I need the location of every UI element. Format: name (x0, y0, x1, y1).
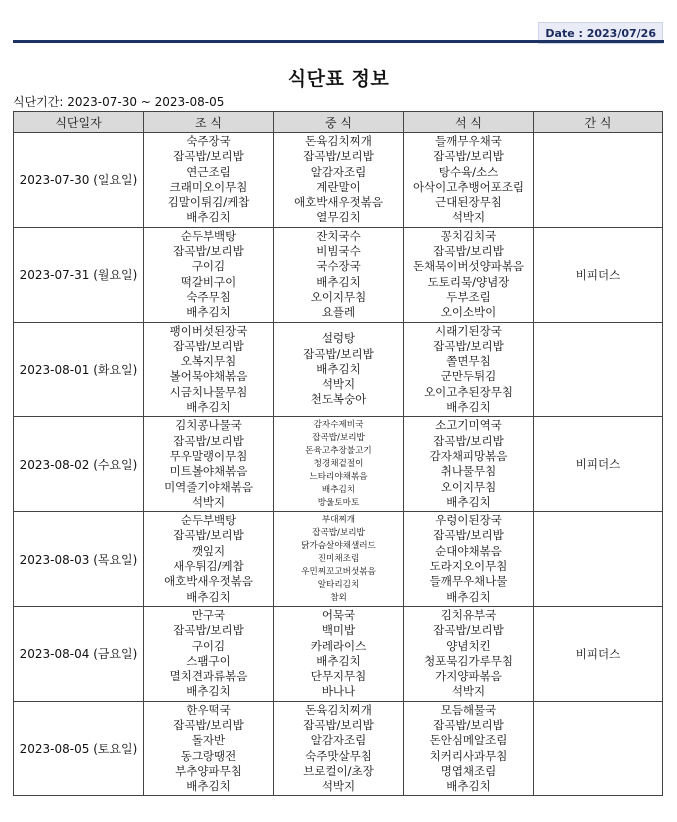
meal-table (13, 111, 663, 796)
menu-item: 석박지 (191, 494, 226, 509)
menu-item: 팽이버섯된장국 (169, 323, 248, 338)
menu-item: 양념치킨 (446, 638, 491, 653)
menu-item: 배추김치 (321, 484, 356, 495)
menu-item: 배추김치 (446, 400, 491, 415)
menu-item: 잡곡밥/보리밥 (433, 149, 504, 164)
menu-item: 알감자조림 (310, 164, 367, 179)
menu-item: 배추김치 (446, 589, 491, 604)
menu-item: 배추김치 (186, 210, 231, 225)
menu-item: 애호박새우젓볶음 (294, 195, 383, 210)
breakfast-cell (144, 417, 274, 512)
menu-item: 브로컬이/초장 (303, 763, 374, 778)
menu-item: 잡곡밥/보리밥 (173, 433, 244, 448)
menu-item: 감자채피망볶음 (429, 448, 508, 463)
lunch-cell (274, 606, 404, 701)
menu-item: 느타리야채볶음 (309, 471, 368, 482)
header-snack: 간 식 (534, 112, 663, 133)
menu-item: 오이고추된장무침 (424, 384, 513, 399)
header-dinner: 석 식 (404, 112, 534, 133)
dinner-cell (404, 133, 534, 228)
menu-item: 잔치국수 (316, 228, 361, 243)
menu-item: 숙주무침 (186, 289, 231, 304)
menu-item: 배추김치 (186, 589, 231, 604)
menu-item: 배추김치 (316, 274, 361, 289)
menu-item: 한우떡국 (186, 702, 231, 717)
menu-item: 돌자반 (191, 733, 226, 748)
menu-item: 배추김치 (446, 779, 491, 794)
menu-item: 도라지오이무침 (429, 559, 508, 574)
menu-item: 크래미오이무침 (169, 179, 248, 194)
menu-item: 백미밥 (321, 623, 356, 638)
meal-date: 2023-07-31 (월요일) (14, 227, 144, 322)
print-date: Date : 2023/07/26 (538, 22, 663, 44)
meal-period: 식단기간: 2023-07-30 ~ 2023-08-05 (13, 95, 225, 109)
menu-item: 깻잎지 (191, 543, 226, 558)
menu-item: 단무지무침 (310, 669, 367, 684)
menu-item: 숙주맛살무침 (305, 748, 372, 763)
lunch-cell (274, 512, 404, 607)
breakfast-cell (144, 512, 274, 607)
meal-date: 2023-07-30 (일요일) (14, 133, 144, 228)
meal-date: 2023-08-04 (금요일) (14, 606, 144, 701)
menu-item: 배추김치 (186, 305, 231, 320)
lunch-cell (274, 701, 404, 796)
menu-item: 잡곡밥/보리밥 (433, 528, 504, 543)
lunch-cell (274, 227, 404, 322)
menu-item: 참외 (330, 592, 347, 603)
menu-item: 순두부백탕 (180, 228, 237, 243)
breakfast-cell (144, 606, 274, 701)
menu-item: 볼어묵야채볶음 (169, 369, 248, 384)
menu-item: 알타리김치 (317, 579, 360, 590)
menu-item: 소고기미역국 (435, 418, 502, 433)
menu-item: 오이지무침 (310, 289, 367, 304)
menu-item: 들깨무우채나물 (429, 574, 508, 589)
menu-item: 우렁이된장국 (435, 513, 502, 528)
menu-item: 오이지무침 (440, 479, 497, 494)
menu-item: 잡곡밥/보리밥 (312, 432, 365, 443)
menu-item: 구이김 (191, 638, 226, 653)
table-row (14, 227, 663, 322)
menu-item: 잡곡밥/보리밥 (173, 244, 244, 259)
menu-item: 돈채묵이버섯양파볶음 (412, 259, 525, 274)
menu-item: 잡곡밥/보리밥 (173, 623, 244, 638)
snack-cell (534, 512, 663, 607)
menu-item: 동그랑땡전 (180, 748, 237, 763)
table-row (14, 133, 663, 228)
menu-item: 설렁탕 (321, 331, 356, 346)
menu-item: 떡갈비구이 (180, 274, 237, 289)
menu-item: 취나물무침 (440, 464, 497, 479)
menu-item: 돈육김치찌개 (305, 134, 372, 148)
menu-item: 잡곡밥/보리밥 (312, 527, 365, 538)
menu-item: 잡곡밥/보리밥 (173, 717, 244, 732)
menu-item: 탕수육/소스 (438, 164, 499, 179)
menu-item: 잡곡밥/보리밥 (433, 433, 504, 448)
menu-item: 닭가슴살야채샐러드 (301, 540, 376, 551)
menu-item: 도토리묵/양념장 (427, 274, 510, 289)
table-row (14, 606, 663, 701)
menu-item: 잡곡밥/보리밥 (303, 346, 374, 361)
menu-item: 멸치견과류볶음 (169, 669, 248, 684)
menu-item: 계란말이 (316, 179, 361, 194)
menu-item: 잡곡밥/보리밥 (173, 149, 244, 164)
snack-cell (534, 322, 663, 417)
snack-cell (534, 133, 663, 228)
menu-item: 오이소박이 (440, 305, 497, 320)
menu-item: 어묵국 (321, 607, 356, 622)
menu-item: 배추김치 (186, 684, 231, 699)
header-breakfast: 조 식 (144, 112, 274, 133)
menu-item: 석박지 (451, 210, 486, 225)
menu-item: 순대야채볶음 (435, 543, 502, 558)
snack-cell (534, 701, 663, 796)
menu-item: 잡곡밥/보리밥 (433, 244, 504, 259)
table-row (14, 512, 663, 607)
menu-item: 들깨무우채국 (435, 134, 502, 148)
menu-item: 만구국 (191, 607, 226, 622)
menu-item: 요플레 (321, 305, 356, 320)
dinner-cell (404, 701, 534, 796)
meal-date: 2023-08-01 (화요일) (14, 322, 144, 417)
menu-item: 부추양파무침 (175, 763, 242, 778)
menu-item: 잡곡밥/보리밥 (433, 623, 504, 638)
snack-cell: 비피더스 (534, 227, 663, 322)
menu-item: 비빔국수 (316, 244, 361, 259)
table-row (14, 417, 663, 512)
table-row (14, 701, 663, 796)
menu-item: 미역줄기야채볶음 (164, 479, 253, 494)
menu-item: 우민찌꼬고버섯볶음 (301, 566, 376, 577)
menu-item: 진미채조림 (317, 553, 360, 564)
menu-item: 알감자조림 (310, 733, 367, 748)
menu-item: 배추김치 (446, 494, 491, 509)
menu-item: 연근조림 (186, 164, 231, 179)
header-date: 식단일자 (14, 112, 144, 133)
menu-item: 청포묵김가루무침 (424, 653, 513, 668)
meal-date: 2023-08-05 (토요일) (14, 701, 144, 796)
menu-item: 잡곡밥/보리밥 (303, 149, 374, 164)
menu-item: 석박지 (451, 684, 486, 699)
menu-item: 돈육고추장불고기 (305, 445, 372, 456)
dinner-cell (404, 606, 534, 701)
menu-item: 가지양파볶음 (435, 669, 502, 684)
menu-item: 애호박새우젓볶음 (164, 574, 253, 589)
menu-item: 배추김치 (316, 653, 361, 668)
meal-date: 2023-08-03 (목요일) (14, 512, 144, 607)
menu-item: 방울토마토 (317, 497, 360, 508)
menu-item: 치커리사과무침 (429, 748, 508, 763)
breakfast-cell (144, 701, 274, 796)
lunch-cell (274, 417, 404, 512)
dinner-cell (404, 227, 534, 322)
menu-item: 천도복숭아 (310, 392, 367, 407)
menu-item: 청경채겉절이 (313, 458, 364, 469)
menu-item: 미트볼야채볶음 (169, 464, 248, 479)
menu-item: 잡곡밥/보리밥 (173, 528, 244, 543)
dinner-cell (404, 417, 534, 512)
breakfast-cell (144, 133, 274, 228)
menu-item: 군만두튀김 (440, 369, 497, 384)
menu-item: 바나나 (321, 684, 356, 699)
dinner-cell (404, 322, 534, 417)
menu-item: 오복지무침 (180, 354, 237, 369)
menu-item: 꽁치김치국 (440, 228, 497, 243)
menu-item: 구이김 (191, 259, 226, 274)
menu-item: 감자수제비국 (313, 419, 364, 430)
menu-item: 김말이튀김/케찹 (167, 195, 250, 210)
menu-item: 무우말랭이무침 (169, 448, 248, 463)
menu-item: 시래기된장국 (435, 323, 502, 338)
table-row (14, 322, 663, 417)
menu-item: 열무김치 (316, 210, 361, 225)
menu-item: 잡곡밥/보리밥 (433, 338, 504, 353)
header-lunch: 중 식 (274, 112, 404, 133)
menu-item: 잡곡밥/보리밥 (433, 717, 504, 732)
meal-date: 2023-08-02 (수요일) (14, 417, 144, 512)
menu-item: 모듬해물국 (440, 702, 497, 717)
menu-item: 카레라이스 (310, 638, 367, 653)
dinner-cell (404, 512, 534, 607)
menu-item: 김치콩나물국 (175, 418, 242, 433)
menu-item: 쫄면무침 (446, 354, 491, 369)
menu-item: 돈안심메알조림 (429, 733, 508, 748)
menu-item: 잡곡밥/보리밥 (303, 717, 374, 732)
menu-item: 돈육김치찌개 (305, 702, 372, 717)
menu-item: 석박지 (321, 779, 356, 794)
menu-item: 새우튀김/케찹 (173, 559, 244, 574)
menu-item: 잡곡밥/보리밥 (173, 338, 244, 353)
menu-item: 두부조림 (446, 289, 491, 304)
menu-item: 국수장국 (316, 259, 361, 274)
menu-item: 아삭이고추뱅어포조림 (412, 179, 525, 194)
breakfast-cell (144, 322, 274, 417)
menu-item: 숙주장국 (186, 134, 231, 148)
menu-item: 배추김치 (316, 361, 361, 376)
menu-item: 근대된장무침 (435, 195, 502, 210)
menu-item: 배추김치 (186, 400, 231, 415)
snack-cell: 비피더스 (534, 417, 663, 512)
menu-item: 부대찌개 (321, 514, 356, 525)
menu-item: 시금치나물무침 (169, 384, 248, 399)
menu-item: 배추김치 (186, 779, 231, 794)
breakfast-cell (144, 227, 274, 322)
menu-item: 스팸구이 (186, 653, 231, 668)
menu-item: 명엽채조림 (440, 763, 497, 778)
menu-item: 순두부백탕 (180, 513, 237, 528)
snack-cell: 비피더스 (534, 606, 663, 701)
menu-item: 석박지 (321, 377, 356, 392)
lunch-cell (274, 133, 404, 228)
menu-item: 김치유부국 (440, 607, 497, 622)
header-divider (13, 40, 664, 43)
page-title: 식단표 정보 (287, 68, 390, 90)
table-header-row (14, 112, 663, 133)
lunch-cell (274, 322, 404, 417)
